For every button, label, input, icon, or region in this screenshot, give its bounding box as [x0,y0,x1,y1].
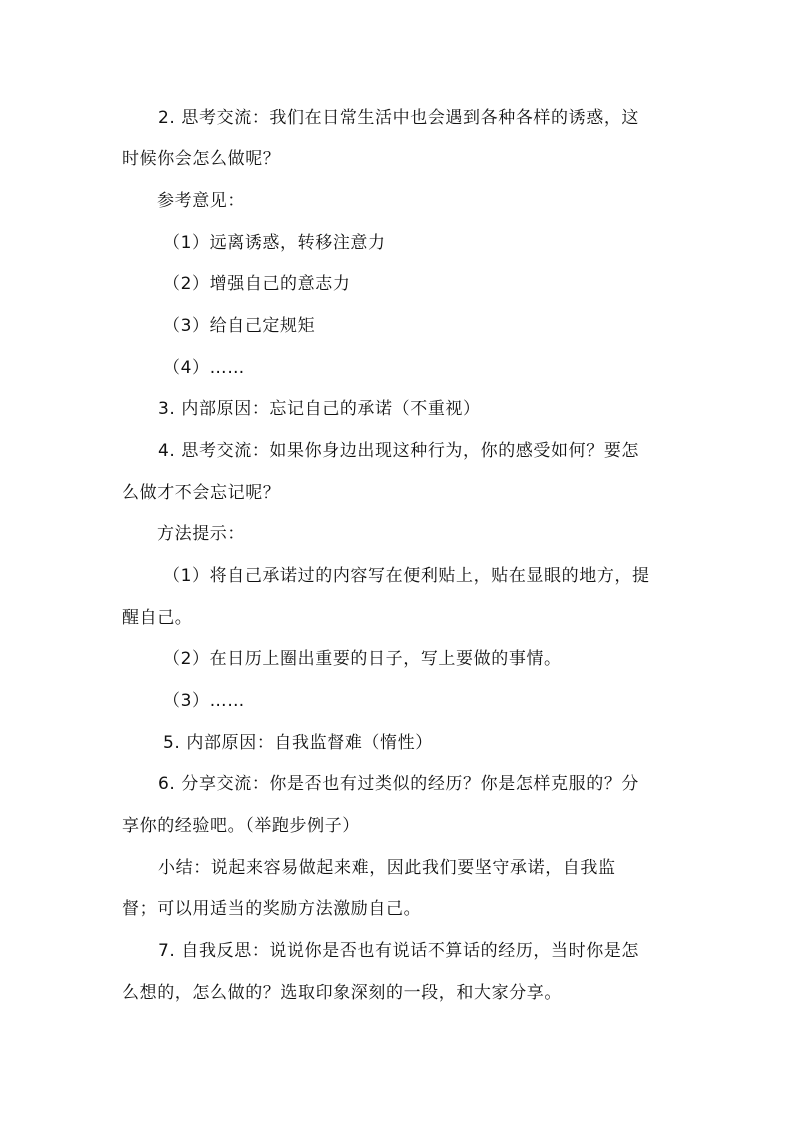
item-2-line-1: 2. 思考交流：我们在日常生活中也会遇到各种各样的诱惑，这 [158,108,640,128]
summary-line-2: 督；可以用适当的奖励方法激励自己。 [122,899,422,919]
item-4-line-2: 么做才不会忘记呢？ [122,483,281,503]
reference-heading: 参考意见： [157,191,245,211]
item-5: 5. 内部原因：自我监督难（惰性） [163,733,433,753]
item-7-line-2: 么想的，怎么做的？选取印象深刻的一段，和大家分享。 [122,983,562,1003]
summary-line-1: 小结：说起来容易做起来难，因此我们要坚守承诺，自我监 [158,858,616,878]
item-7-line-1: 7. 自我反思：说说你是否也有说话不算话的经历，当时你是怎 [158,941,640,961]
reference-item-1: （1）远离诱惑，转移注意力 [163,233,386,253]
item-2-line-2: 时候你会怎么做呢？ [122,149,281,169]
item-6-line-1: 6. 分享交流：你是否也有过类似的经历？你是怎样克服的？分 [158,774,640,794]
reference-item-3: （3）给自己定规矩 [163,316,316,336]
method-item-1-line-1: （1）将自己承诺过的内容写在便利贴上，贴在显眼的地方，提 [163,566,650,586]
reference-item-2: （2）增强自己的意志力 [163,274,351,294]
method-heading: 方法提示： [157,524,245,544]
item-3: 3. 内部原因：忘记自己的承诺（不重视） [158,399,481,419]
method-item-2: （2）在日历上圈出重要的日子，写上要做的事情。 [163,649,562,669]
item-6-line-2: 享你的经验吧。（举跑步例子） [122,816,360,836]
method-item-3: （3）…… [163,691,245,711]
item-4-line-1: 4. 思考交流：如果你身边出现这种行为，你的感受如何？要怎 [158,441,640,461]
method-item-1-line-2: 醒自己。 [122,608,193,628]
reference-item-4: （4）…… [163,358,245,378]
